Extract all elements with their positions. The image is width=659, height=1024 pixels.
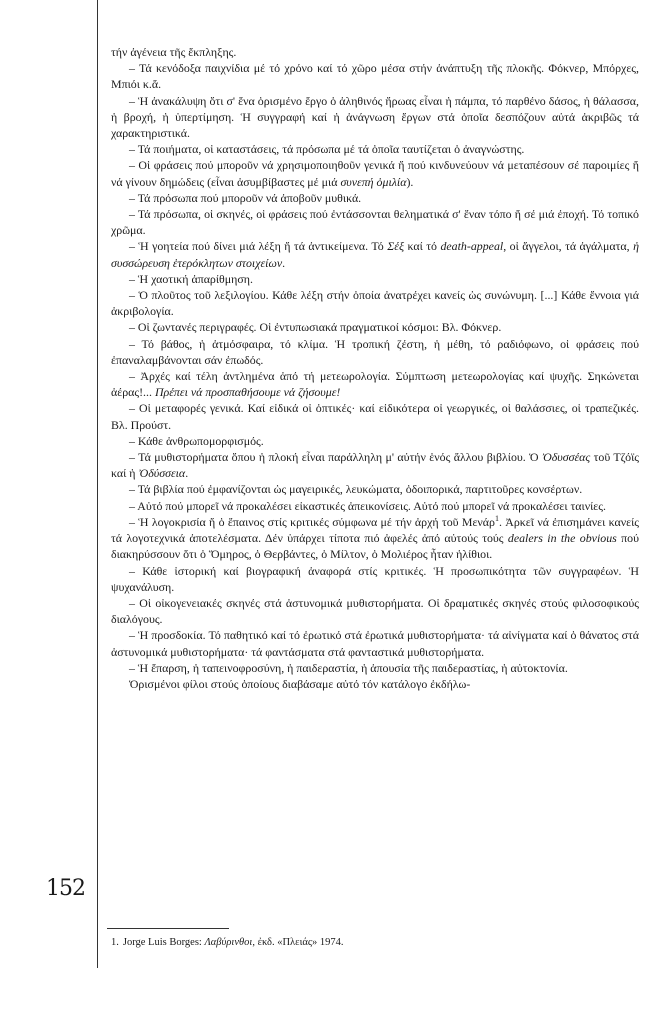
list-item bbox=[111, 595, 639, 627]
text-segment: Jorge Luis Borges: bbox=[122, 937, 205, 948]
text-segment: – Ἡ χαοτική ἀπαρίθμηση. bbox=[129, 271, 253, 286]
text-segment: τήν ἀγένεια τῆς ἔκπληξης. bbox=[111, 45, 237, 59]
text-segment: – Τά κενόδοξα παιχνίδια μέ τό χρόνο καί τό χῶρο μέσα στήν ἀνάπτυξη τῆς πλοκῆς. Φόκνερ, Μπόρχες, Μπιόι κ.ἄ. bbox=[111, 61, 639, 92]
list-item bbox=[111, 498, 639, 514]
list-item bbox=[111, 449, 639, 481]
page-number: 152 bbox=[46, 876, 85, 901]
footnote-marker: 1 bbox=[494, 513, 499, 523]
list-item bbox=[111, 336, 639, 368]
text-segment: – Ἀρχές καί τέλη ἀντλημένα ἀπό τή μετεωρολογία. Σύμπτωση μετεωρολογίας καί ψυχῆς. Σηκώνεται ἀέρας!... bbox=[111, 369, 639, 400]
text-segment: – Ἡ προσδοκία. Τό παθητικό καί τό ἐρωτικό στά ἐρωτικά μυθιστορήματα· τά αἰνίγματα καί ὁ θάνατος στά ἀστυνομικά μυθιστορήματα· τά φαντάσματα στά φανταστικά μυθιστορήματα. bbox=[111, 628, 639, 659]
text-segment: τοῦ Τζόϊς καί ἡ bbox=[111, 450, 640, 481]
list-item bbox=[111, 514, 639, 563]
text-segment: – Ἡ γοητεία πού δίνει μιά λέξη ἤ τά ἀντικείμενα. Τό bbox=[129, 239, 388, 254]
margin-rule bbox=[97, 0, 98, 968]
text-segment: – Ἡ ἀνακάλυψη ὅτι σ' ἕνα ὁρισμένο ἔργο ὁ ἀληθινός ἥρωας εἶναι ἡ πάμπα, τό παρθένο δάσος, ἡ θάλασσα, ἡ βροχή, ἡ ὑπερτίμηση. Ἡ συγγραφή καί ἡ ἀνάγνωση ἔργων στά ὁποῖα δεσπόζουν αὐτά ἀκριβῶς τά χαρακτηριστικά. bbox=[111, 93, 639, 141]
text-segment: – Κάθε ἱστορική καί βιογραφική ἀναφορά στίς κριτικές. Ἡ προσωπικότητα τῶν συγγραφέων. Ἡ ψυχανάλυση. bbox=[111, 563, 639, 594]
list-item bbox=[111, 368, 639, 400]
list-item bbox=[111, 481, 639, 497]
text-segment: πού διακηρύσσουν ὅτι ὁ Ὅμηρος, ὁ Θερβάντες, ὁ Μίλτον, ὁ Μολιέρος ἦταν ἠλίθιοι. bbox=[111, 531, 639, 562]
italic-text: συνεπή ὁμιλία bbox=[340, 174, 407, 189]
text-segment: , ἐκδ. «Πλειάς» 1974. bbox=[252, 937, 344, 948]
text-segment: – Τά μυθιστορήματα ὅπου ἡ πλοκή εἶναι παράλληλη μ' αὐτήν ἑνός ἄλλου βιβλίου. Ὁ bbox=[129, 450, 542, 465]
text-segment: . Ἀρκεῖ νά ἐπισημάνει κανείς τά λογοτεχνικά ἀποτελέσματα. Δέν ὑπάρχει τίποτα πιό ἀφελές ἀπό αὐτούς τούς bbox=[111, 514, 639, 546]
text-segment: , οἱ ἄγγελοι, τά ἀγάλματα, bbox=[503, 239, 634, 254]
text-segment: – Οἱ φράσεις πού μποροῦν νά χρησιμοποιηθοῦν γενικά ἤ πού κινδυνεύουν νά μεταπέσουν σέ παροιμίες ἤ νά γίνουν δημώδεις (εἶναι ἀσυμβίβαστες μέ μιά bbox=[111, 158, 639, 189]
text-segment: – Ἡ λογοκρισία ἤ ὁ ἔπαινος στίς κριτικές σύμφωνα μέ τήν ἀρχή τοῦ Μενάρ bbox=[129, 514, 495, 529]
list-item bbox=[111, 93, 639, 142]
footnote-rule bbox=[107, 928, 229, 929]
italic-text: Ὀδύσσεια bbox=[138, 466, 186, 481]
italic-text: ἡ συσσώρευση ἑτερόκλητων στοιχείων bbox=[111, 239, 639, 270]
text-segment: . bbox=[282, 255, 286, 270]
list-item bbox=[111, 433, 639, 449]
text-segment: – Τά πρόσωπα πού μποροῦν νά ἀποβοῦν μυθικά. bbox=[129, 190, 362, 205]
text-segment: – Οἱ ζωντανές περιγραφές. Οἱ ἐντυπωσιακά πραγματικοί κόσμοι: Βλ. Φόκνερ. bbox=[129, 320, 502, 335]
list-item bbox=[111, 190, 639, 206]
italic-text: dealers in the obvious bbox=[507, 531, 617, 546]
body-text bbox=[111, 44, 639, 692]
text-segment: – Κάθε ἀνθρωπομορφισμός. bbox=[129, 433, 264, 448]
italic-text: Πρέπει νά προσπαθήσουμε νά ζήσουμε! bbox=[154, 385, 341, 400]
text-segment: ). bbox=[406, 174, 414, 189]
list-item bbox=[111, 563, 639, 595]
text-segment: – Τό βάθος, ἡ ἀτμόσφαιρα, τό κλίμα. Ἡ τροπική ζέστη, ἡ μέθη, τό ραδιόφωνο, οἱ φράσεις πού ἐπαναλαμβάνονται σάν ἐπωδός. bbox=[111, 336, 639, 367]
text-segment: – Αὐτό πού μπορεῖ νά προκαλέσει εἰκαστικές ἀπεικονίσεις. Αὐτό πού μπορεῖ νά προκαλέσει ταινίες. bbox=[129, 498, 606, 513]
list-item bbox=[111, 271, 639, 287]
list-item bbox=[111, 627, 639, 659]
text-segment: Ὁρισμένοι φίλοι στούς ὁποίους διαβάσαμε αὐτό τόν κατάλογο ἐκδήλω- bbox=[129, 676, 471, 691]
text-segment: – Οἱ οἰκογενειακές σκηνές στά ἀστυνομικά μυθιστορήματα. Οἱ δραματικές σκηνές στούς φιλοσοφικούς διαλόγους. bbox=[111, 595, 639, 627]
footnote bbox=[111, 936, 631, 949]
list-item bbox=[111, 206, 639, 238]
text-segment: – Τά ποιήματα, οἱ καταστάσεις, τά πρόσωπα μέ τά ὁποῖα ταυτίζεται ὁ ἀναγνώστης. bbox=[129, 142, 525, 157]
text-segment: – Τά πρόσωπα, οἱ σκηνές, οἱ φράσεις πού ἐντάσσονται θεληματικά σ' ἕναν τόπο ἤ σέ μιά ἐποχή. Τό τοπικό χρῶμα. bbox=[111, 207, 639, 238]
list-item bbox=[111, 400, 639, 432]
text-segment: – Οἱ μεταφορές γενικά. Καί εἰδικά οἱ ὀπτικές· καί εἰδικότερα οἱ γεωργικές, οἱ θαλάσσιες, οἱ τραπεζικές. Βλ. Προύστ. bbox=[111, 401, 639, 432]
italic-text: Ὀδυσσέας bbox=[541, 450, 591, 465]
list-item bbox=[111, 287, 639, 319]
italic-text: death-appeal bbox=[440, 239, 504, 254]
text-segment: καί τό bbox=[404, 239, 441, 254]
list-item bbox=[111, 660, 639, 676]
footnote-number: 1. bbox=[111, 937, 119, 948]
text-segment: – Ἡ ἔπαρση, ἡ ταπεινοφροσύνη, ἡ παιδεραστία, ἡ ἀπουσία τῆς παιδεραστίας, ἡ αὐτοκτονία. bbox=[129, 660, 568, 675]
list-item bbox=[111, 157, 639, 189]
paragraph bbox=[111, 44, 639, 60]
list-item bbox=[111, 319, 639, 335]
text-segment: – Τά βιβλία πού ἐμφανίζονται ὡς μαγειρικές, λευκώματα, ὁδοιπορικά, παρτιτοῦρες κονσέρτων. bbox=[129, 482, 583, 497]
italic-text: Λαβύρινθοι bbox=[204, 937, 253, 948]
text-segment: . bbox=[185, 466, 189, 481]
list-item bbox=[111, 238, 639, 270]
text-segment: – Ὁ πλοῦτος τοῦ λεξιλογίου. Κάθε λέξη στήν ὁποία ἀνατρέχει κανείς ὡς συνώνυμη. [...] Κάθε ἔννοια γιά ἀκριβολογία. bbox=[111, 288, 639, 319]
list-item bbox=[111, 676, 639, 692]
list-item bbox=[111, 60, 639, 92]
list-item bbox=[111, 141, 639, 157]
italic-text: Σέξ bbox=[387, 239, 405, 254]
